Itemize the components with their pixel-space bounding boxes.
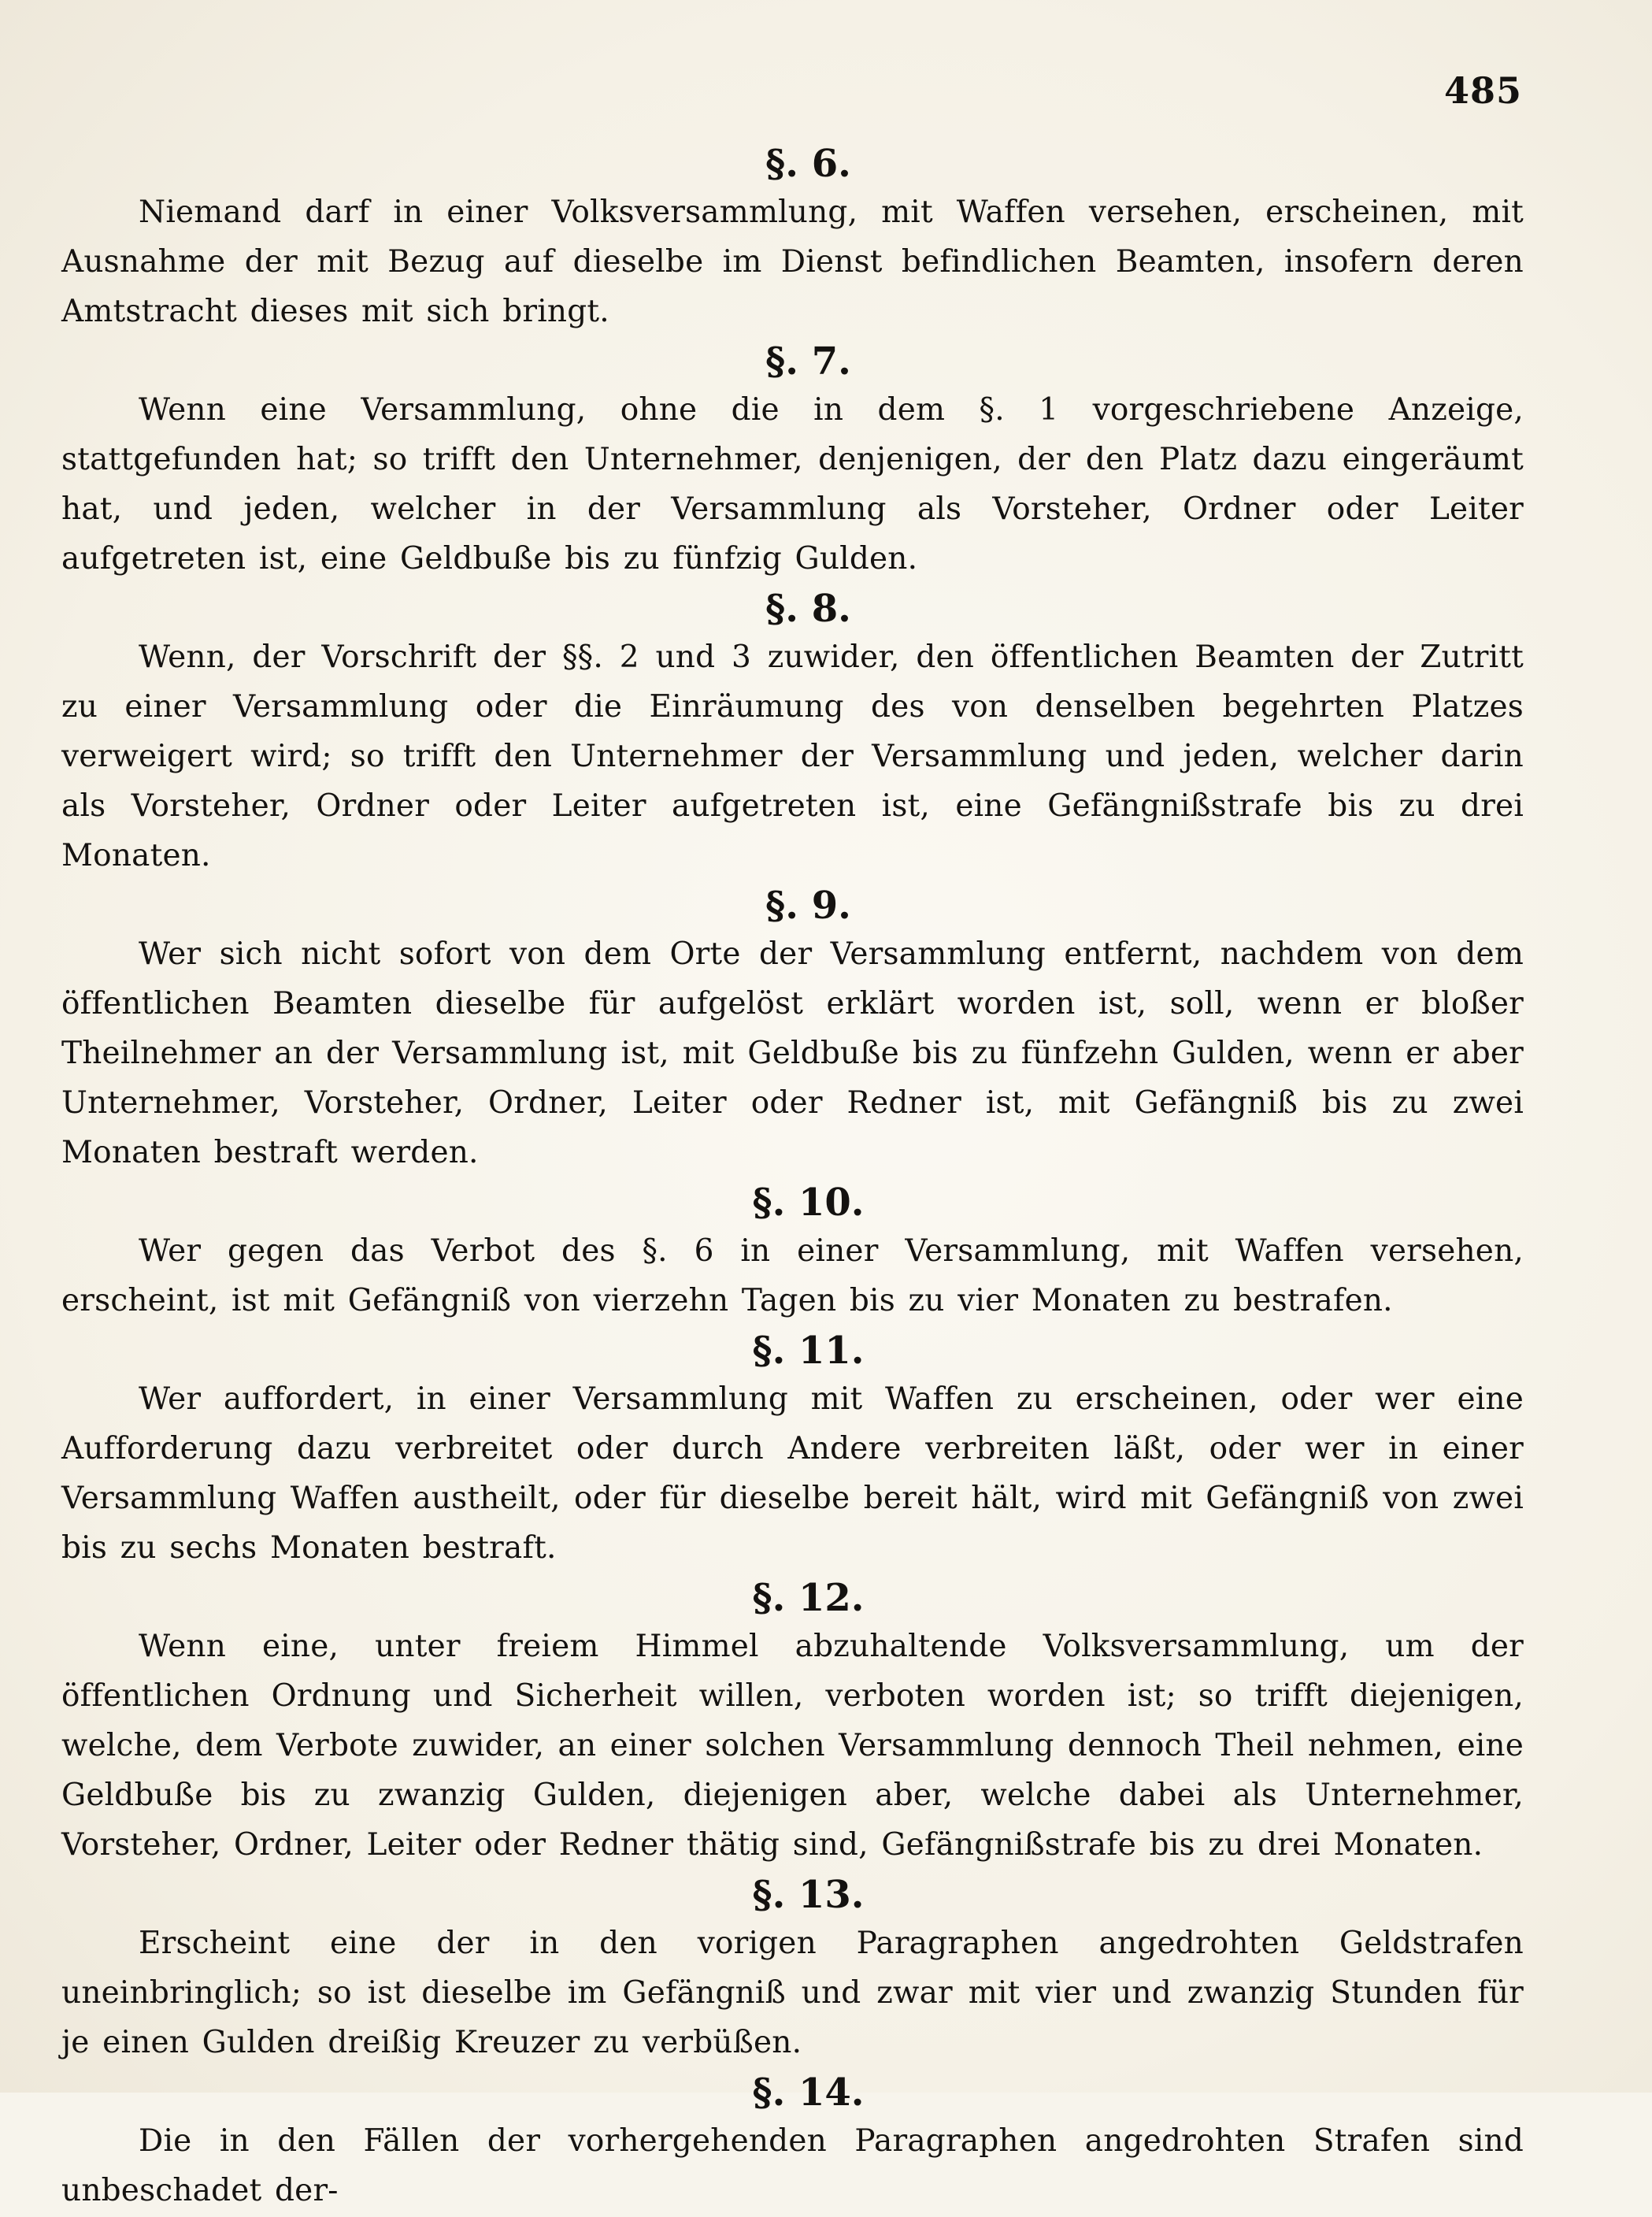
- section-heading: §. 11.: [752, 1329, 865, 1373]
- section-text: Wenn eine Versammlung, ohne die in dem §. 1 vorgeschriebene Anzeige, stattgefunden hat; so trifft den Unternehmer, denjenigen, der den Platz dazu eingeräumt hat, und jeden, welcher in der Versammlung als Vorsteher, Ordner oder Leiter aufgetreten ist, eine Geldbuße bis zu fünfzig Gulden.: [61, 392, 1524, 576]
- page-number: 485: [1443, 69, 1522, 112]
- section-text: Erscheint eine der in den vorigen Paragraphen angedrohten Geldstrafen uneinbringlich; so ist dieselbe im Gefängniß und zwar mit vier und zwanzig Stunden für je einen Gulden dreißig Kreuzer zu verbüßen.: [61, 1926, 1524, 2060]
- document-body: [61, 140, 1524, 2217]
- section-text: Wer gegen das Verbot des §. 6 in einer Versammlung, mit Waffen versehen, erscheint, ist mit Gefängniß von vierzehn Tagen bis zu vier Monaten zu bestrafen.: [61, 1233, 1524, 1318]
- section-heading: §. 12.: [752, 1576, 865, 1620]
- section-heading: §. 14.: [752, 2071, 865, 2115]
- section-heading: §. 10.: [752, 1181, 865, 1225]
- section-9: [61, 882, 1524, 1177]
- section-12: [61, 1574, 1524, 1870]
- section-text: Niemand darf in einer Volksversammlung, mit Waffen versehen, erscheinen, mit Ausnahme der mit Bezug auf dieselbe im Dienst befindlichen Beamten, insofern deren Amtstracht dieses mit sich bringt.: [61, 195, 1524, 329]
- section-heading: §. 7.: [765, 339, 851, 384]
- section-14: [61, 2069, 1524, 2215]
- section-6: [61, 140, 1524, 336]
- section-13: [61, 1871, 1524, 2067]
- section-text: Wer auffordert, in einer Versammlung mit Waffen zu erscheinen, oder wer eine Aufforderung dazu verbreitet oder durch Andere verbreiten läßt, oder wer in einer Versammlung Waffen austheilt, oder für dieselbe bereit hält, wird mit Gefängniß von zwei bis zu sechs Monaten bestraft.: [61, 1381, 1524, 1566]
- section-text: Wenn eine, unter freiem Himmel abzuhaltende Volksversammlung, um der öffentlichen Ordnung und Sicherheit willen, verboten worden ist; so trifft diejenigen, welche, dem Verbote zuwider, an einer solchen Versammlung dennoch Theil nehmen, eine Geldbuße bis zu zwanzig Gulden, diejenigen aber, welche dabei als Unternehmer, Vorsteher, Ordner, Leiter oder Redner thätig sind, Gefängnißstrafe bis zu drei Monaten.: [61, 1629, 1524, 1863]
- section-heading: §. 6.: [765, 142, 851, 186]
- section-text: Die in den Fällen der vorhergehenden Paragraphen angedrohten Strafen sind unbeschadet der-: [61, 2123, 1524, 2208]
- section-10: [61, 1179, 1524, 1325]
- section-7: [61, 338, 1524, 584]
- section-11: [61, 1327, 1524, 1573]
- section-8: [61, 585, 1524, 880]
- section-heading: §. 8.: [765, 587, 851, 631]
- section-heading: §. 13.: [752, 1873, 865, 1917]
- section-text: Wer sich nicht sofort von dem Orte der Versammlung entfernt, nachdem von dem öffentlichen Beamten dieselbe für aufgelöst erklärt worden ist, soll, wenn er bloßer Theilnehmer an der Versammlung ist, mit Geldbuße bis zu fünfzehn Gulden, wenn er aber Unternehmer, Vorsteher, Ordner, Leiter oder Redner ist, mit Gefängniß bis zu zwei Monaten bestraft werden.: [61, 936, 1524, 1170]
- section-text: Wenn, der Vorschrift der §§. 2 und 3 zuwider, den öffentlichen Beamten der Zutritt zu einer Versammlung oder die Einräumung des von denselben begehrten Platzes verweigert wird; so trifft den Unternehmer der Versammlung und jeden, welcher darin als Vorsteher, Ordner oder Leiter aufgetreten ist, eine Gefängnißstrafe bis zu drei Monaten.: [61, 640, 1524, 873]
- section-heading: §. 9.: [765, 884, 851, 928]
